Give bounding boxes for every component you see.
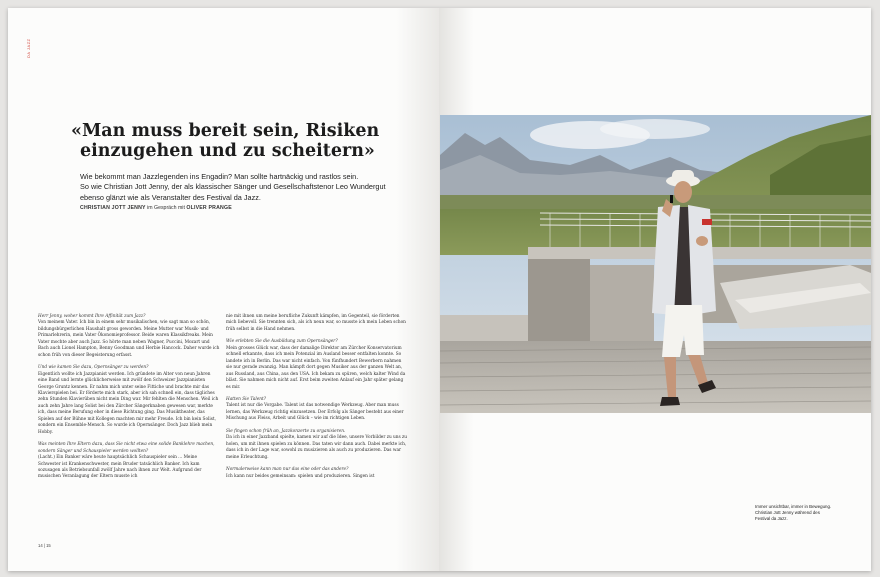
answer-paragraph: Talent ist nur die Vorgabe. Talent ist das notwendige Werkzeug. Aber man muss lernen, das Werkzeug richtig einzusetzen. Der Erfolg als Sänger besteht aus einer Mischung aus Fleiss, Arbeit und Glück – wie im richtigen Leben. [226, 403, 404, 422]
portrait-photo [440, 115, 871, 413]
question: Was meinten Ihre Eltern dazu, dass Sie nicht etwa eine solide Banklehre machen, sondern Sänger und Schauspieler werden wollten? [38, 442, 215, 454]
section-tag [26, 30, 34, 60]
byline-interviewer: OLIVER PRANGE [186, 205, 232, 211]
photo-illustration [440, 115, 871, 413]
text-column-2 [226, 314, 408, 480]
question: Sie fingen schon früh an, Jazzkonzerte zu organisieren. [226, 428, 346, 434]
byline [80, 205, 232, 211]
caption-line: Festival da Jazz. [755, 516, 788, 522]
question: Normalerweise kann man nur das eine oder das andere? [226, 467, 349, 473]
answer-paragraph: Von meinem Vater. Ich bin in einem sehr musikalischen, wie sagt man so schön, bildungsbürgerlichen Haushalt gross geworden. Meine Mutter war Musik- und Primarlehrerin, mein Vater Ökonomieprofessor. Beide waren Klassikfreaks. Mein Vater mochte aber auch Jazz. So hörte man neben Wagner, Puccini, Mozart und Bach auch Lionel Hampton, Benny Goodman und Herbie Hancock. Daher wurde ich schon früh von dieser Begeisterung erfasst. [38, 320, 220, 358]
text-column-1 [38, 314, 220, 481]
answer-paragraph: Mein grosses Glück war, dass der damalige Direktor am Zürcher Konservatorium schnell erkannte, dass ich mein Potenzial im Ausland besser entfalten konnte. So landete ich in Berlin. Das war nicht einfach. Von fünfhundert Bewerbern nahmen sie nur gerade zwanzig. Man kämpft dort gegen Musiker aus der ganzen Welt an, aus Russland, aus China, aus den USA. Ich bekam zu spüren, welch kalter Wind da bläst. Sie nahmen mich nicht auf. Erst beim zweiten Anlauf ein Jahr später gelang es mir. [226, 345, 406, 390]
headline-line-2: einzugehen und zu scheitern» [80, 141, 375, 161]
byline-interviewee: CHRISTIAN JOTT JENNY [80, 205, 146, 211]
answer-paragraph: Eigentlich wollte ich Jazzpianist werden. Ich gründete im Alter von neun Jahren eine Band und lernte glücklicherweise mit zwölf den Schweizer Jazzpianisten George Gruntz kennen. Er nahm mich unter seine Fittiche und brachte mir das Klavierspielen bei. Er förderte mich stark, aber ich sah schnell ein, dass tägliches zehn Stunden Klavierüben nicht mein Ding war. Mir fehlten die Menschen. Weil ich auch zehn Jahre lang Solist bei den Zürcher Sängerknaben gewesen war, merkte ich, dass meine Berufung eher in diese Richtung ging. Das Musiktheater, das Spielen auf der Bühne mit Kollegen machten mir mehr Freude. Ich bin kein Solist, sondern ein Ensemble-Mensch. So wurde ich Opernsänger. Doch Jazz blieb mein Hobby. [38, 371, 219, 435]
right-page [439, 8, 871, 571]
question: Hatten Sie Talent? [226, 396, 267, 402]
left-page [8, 8, 439, 571]
answer-paragraph: Da ich in einer Jazzband spielte, kamen wir auf die Idee, unsere Vorbilder zu uns zu holen, um mit ihnen spielen zu können. Das taten wir dann auch. Dabei merkte ich, dass ich in der Lage war, sowohl zu musizieren als auch zu produzieren. Das war meine Erleuchtung. [226, 435, 408, 460]
question: Und wie kamen Sie dazu, Opernsänger zu werden? [38, 365, 149, 371]
page-numbers: 14 | 15 [38, 543, 51, 548]
answer-paragraph: (Lacht.) Ein Banker wäre heute hauptsächlich Schauspieler sein ... Meine Schwester ist Krankenschwester, mein Bruder tatsächlich Banker. Ich kam sozusagen als Betriebsunfall zwölf Jahre nach ihnen zur Welt. Aufgrund der musischen Veranlagung der Eltern musste ich [38, 455, 202, 480]
section-tag-label: DA JAZZ [26, 38, 31, 58]
byline-connector: im Gespräch mit [145, 205, 187, 211]
intro-text [80, 172, 410, 203]
headline-line-1: «Man muss bereit sein, Risiken [71, 121, 380, 141]
caption-line: Immer unsichtbar, immer in Bewegung. [755, 504, 832, 509]
intro-line: Wie bekommt man Jazzlegenden ins Engadin? Man sollte hartnäckig und rastlos sein. [80, 172, 359, 181]
caption-line: Christian Jott Jenny während des [755, 510, 820, 516]
answer-paragraph: nie mit ihnen um meine berufliche Zukunft kämpfen, im Gegenteil, sie förderten mich liebevoll. Sie trennten sich, als ich neun war, so musste ich mein Leben schon früh selbst in die Hand nehmen. [226, 314, 406, 332]
question: Wie erlebten Sie die Ausbildung zum Opernsänger? [226, 339, 338, 345]
intro-line: ebenso glänzt wie als Veranstalter des Festival da Jazz. [80, 192, 261, 202]
question: Herr Jenny, woher kommt Ihre Affinität zum Jazz? [38, 314, 146, 319]
magazine-spread [8, 8, 871, 571]
headline [71, 121, 391, 161]
photo-caption [755, 504, 867, 523]
intro-line: So wie Christian Jott Jenny, der als klassischer Sänger und Gesellschaftstenor Leo Wundergut [80, 182, 386, 192]
answer-paragraph: Ich kann nur beides gemeinsam: spielen und produzieren. Singen ist [226, 473, 375, 479]
